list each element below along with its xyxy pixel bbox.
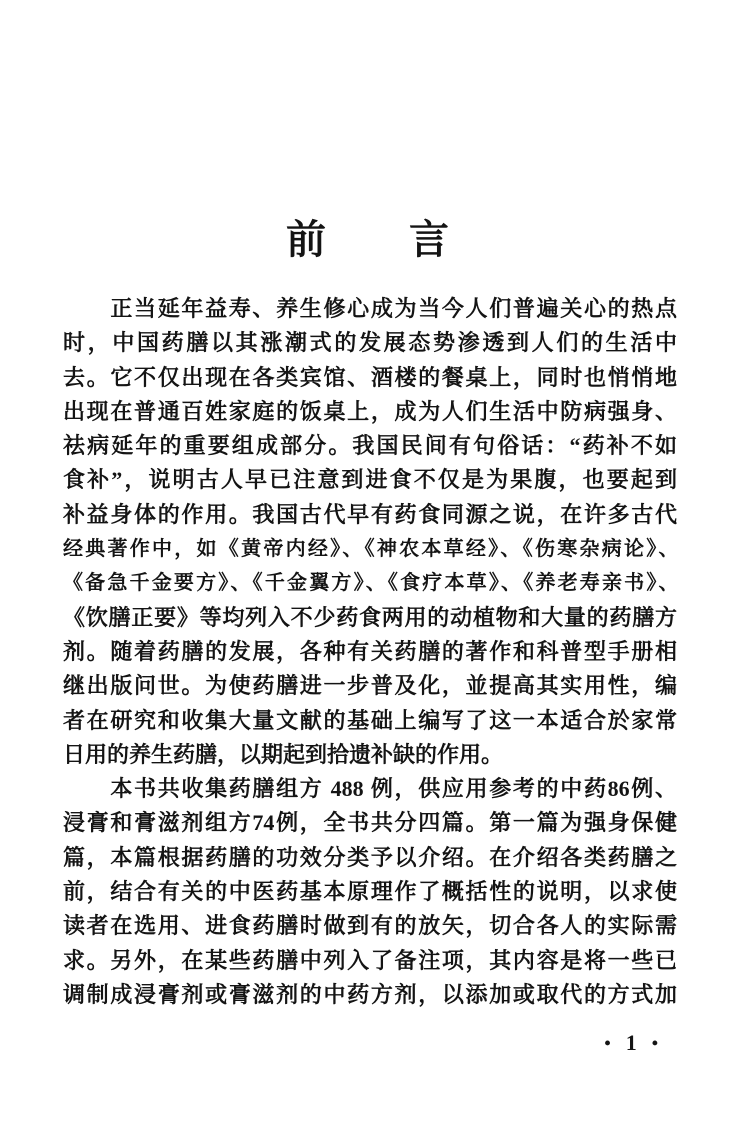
body-text bbox=[63, 292, 677, 1012]
text-line: 剂。随着药膳的发展，各种有关药膳的著作和科普型手册相 bbox=[63, 638, 677, 664]
page-number-value: 1 bbox=[625, 1030, 637, 1055]
text-line: 调制成浸膏剂或膏滋剂的中药方剂，以添加或取代的方式加 bbox=[63, 981, 677, 1007]
page-number-dot-right: • bbox=[651, 1033, 658, 1053]
text-line: 求。另外，在某些药膳中列入了备注项，其内容是将一些已 bbox=[63, 947, 677, 973]
text-line: 经典著作中，如《黄帝内经》、《神农本草经》、《伤寒杂病论》、 bbox=[63, 538, 677, 561]
text-line: 食补”，说明古人早已注意到进食不仅是为果腹，也要起到 bbox=[63, 467, 677, 493]
text-line: 祛病延年的重要组成部分。我国民间有句俗话：“药补不如 bbox=[63, 433, 677, 459]
text-line: 《饮膳正要》等均列入不少药食两用的动植物和大量的药膳方 bbox=[63, 604, 677, 630]
text-line: 读者在选用、进食药膳时做到有的放矢，切合各人的实际需 bbox=[63, 913, 677, 939]
text-line: 浸膏和膏滋剂组方74例，全书共分四篇。第一篇为强身保健 bbox=[63, 810, 677, 836]
text-line: 时，中国药膳以其涨潮式的发展态势渗透到人们的生活中 bbox=[63, 330, 677, 356]
text-line: 补益身体的作用。我国古代早有药食同源之说，在许多古代 bbox=[63, 501, 677, 527]
text-line: 前，结合有关的中医药基本原理作了概括性的说明，以求使 bbox=[63, 879, 677, 905]
text-line: 本书共收集药膳组方 488 例，供应用参考的中药86例、 bbox=[63, 776, 677, 802]
text-line: 出现在普通百姓家庭的饭桌上，成为人们生活中防病强身、 bbox=[63, 398, 677, 424]
text-line: 日用的养生药膳，以期起到拾遗补缺的作用。 bbox=[63, 741, 504, 767]
preface-title: 前 言 bbox=[286, 217, 450, 262]
text-line: 《备急千金要方》、《千金翼方》、《食疗本草》、《养老寿亲书》、 bbox=[63, 572, 677, 595]
text-line: 继出版问世。为使药膳进一步普及化，並提高其实用性，编 bbox=[63, 673, 677, 699]
page-number-dot-left: • bbox=[604, 1033, 611, 1053]
page-number bbox=[604, 1030, 658, 1056]
text-line: 者在研究和收集大量文献的基础上编写了这一本适合於家常 bbox=[63, 707, 677, 733]
text-line: 去。它不仅出现在各类宾馆、酒楼的餐桌上，同时也悄悄地 bbox=[63, 364, 677, 390]
text-line: 篇，本篇根据药膳的功效分类予以介绍。在介绍各类药膳之 bbox=[63, 844, 677, 870]
text-line: 正当延年益寿、养生修心成为当今人们普遍关心的热点 bbox=[63, 296, 677, 321]
